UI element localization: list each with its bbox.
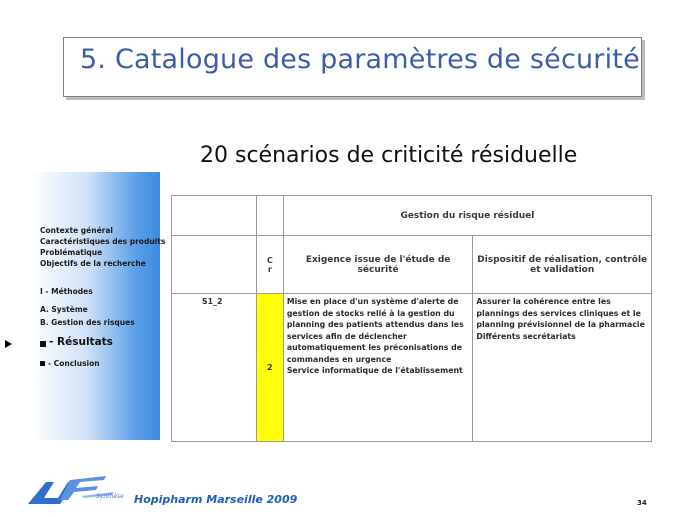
footer-event: Hopipharm Marseille 2009 [134, 493, 298, 506]
group-header: Gestion du risque résiduel [283, 196, 651, 236]
column-header-dispositif: Dispositif de réalisation, contrôle et validation [473, 236, 652, 294]
column-header-exigence: Exigence issue de l'étude de sécurité [283, 236, 473, 294]
sidebar-item-gestion-risques[interactable]: B. Gestion des risques [40, 318, 135, 327]
sidebar-item-objectifs[interactable]: Objectifs de la recherche [40, 259, 146, 268]
table-corner-cell [256, 196, 283, 236]
risk-table [171, 195, 652, 442]
title-box [63, 37, 642, 97]
slide-title: 5. Catalogue des paramètres de sécurité [80, 44, 640, 75]
sidebar-item-contexte[interactable]: Contexte général [40, 226, 114, 235]
exigence-cell: Mise en place d'un système d'alerte de gestion de stocks relié à la gestion du planning des patients attendus dans les services afin de déclencher automatiquement les préconisations de commandes en urgence Service informatique de l'établissement [283, 294, 473, 442]
current-section-arrow-icon [5, 340, 12, 348]
hopipharm-logo [24, 470, 134, 510]
page-number: 34 [637, 499, 647, 507]
column-header-cr: C r [256, 236, 283, 294]
sidebar-item-problematique[interactable]: Problématique [40, 248, 103, 257]
sidebar-item-caracteristiques[interactable]: Caractéristiques des produits [40, 237, 166, 246]
table-empty-cell [172, 236, 257, 294]
slide-subtitle: 20 scénarios de criticité résiduelle [200, 143, 578, 168]
dispositif-cell: Assurer la cohérence entre les plannings des services cliniques et le planning prévisionnel de la pharmacie Différents secrétariats [473, 294, 652, 442]
bullet-square-icon [40, 341, 46, 347]
bullet-square-icon [40, 361, 45, 366]
sidebar-item-resultats[interactable]: - Résultats [49, 336, 113, 348]
logo-text: Synthèse [96, 493, 124, 500]
table-corner-cell [172, 196, 257, 236]
sidebar-item-systeme[interactable]: A. Système [40, 305, 88, 314]
sidebar-item-conclusion[interactable]: - Conclusion [48, 359, 100, 368]
sidebar-item-methodes[interactable]: I - Méthodes [40, 287, 93, 296]
row-id-cell: S1_2 [172, 294, 257, 442]
criticity-cell: 2 [256, 294, 283, 442]
